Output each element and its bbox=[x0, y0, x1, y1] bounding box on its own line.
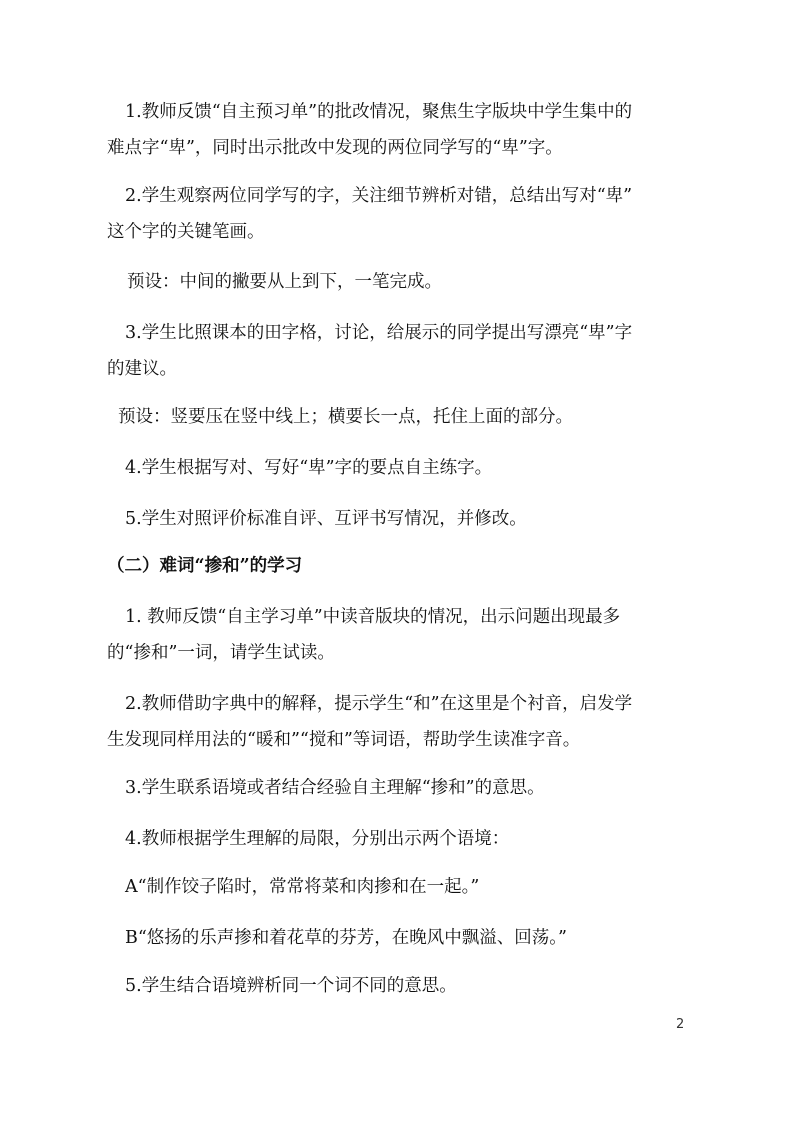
paragraph-line: 难点字“卑”，同时出示批改中发现的两位同学写的“卑”字。 bbox=[107, 138, 563, 158]
page-number: 2 bbox=[676, 1017, 685, 1032]
paragraph-line: 5.学生对照评价标准自评、互评书写情况，并修改。 bbox=[125, 509, 527, 529]
paragraph-10 bbox=[107, 968, 691, 1004]
paragraph-2 bbox=[107, 178, 691, 250]
paragraph-line: 2.学生观察两位同学写的字，关注细节辨析对错，总结出写对“卑” bbox=[125, 186, 633, 206]
paragraph-line: 3.学生比照课本的田字格，讨论，给展示的同学提出写漂亮“卑”字 bbox=[125, 323, 633, 343]
paragraph-line: 这个字的关键笔画。 bbox=[107, 222, 265, 242]
heading-text: （二）难词“掺和”的学习 bbox=[107, 556, 303, 576]
paragraph-line: 4.学生根据写对、写好“卑”字的要点自主练字。 bbox=[125, 458, 493, 478]
paragraph-line: 的建议。 bbox=[107, 359, 177, 379]
preset-2 bbox=[107, 399, 691, 435]
paragraph-7 bbox=[107, 686, 691, 758]
paragraph-line: 预设：中间的撇要从上到下，一笔完成。 bbox=[127, 272, 442, 292]
paragraph-line: 预设：竖要压在竖中线上；横要长一点，托住上面的部分。 bbox=[118, 407, 573, 427]
section-heading bbox=[107, 548, 691, 584]
preset-1 bbox=[107, 264, 691, 300]
paragraph-3 bbox=[107, 315, 691, 387]
paragraph-line: A“制作饺子陷时，常常将菜和肉掺和在一起。” bbox=[125, 877, 480, 897]
paragraph-line: 4.教师根据学生理解的局限，分别出示两个语境： bbox=[125, 829, 510, 849]
paragraph-6 bbox=[107, 599, 691, 671]
example-b bbox=[107, 920, 691, 956]
paragraph-line: 5.学生结合语境辨析同一个词不同的意思。 bbox=[125, 976, 457, 996]
paragraph-9 bbox=[107, 821, 691, 857]
example-a bbox=[107, 869, 691, 905]
paragraph-line: 1. 教师反馈“自主学习单”中读音版块的情况，出示问题出现最多 bbox=[125, 607, 621, 627]
paragraph-8 bbox=[107, 770, 691, 806]
paragraph-line: B“悠扬的乐声掺和着花草的芬芳，在晚风中飘溢、回荡。” bbox=[125, 928, 568, 948]
paragraph-1 bbox=[107, 94, 691, 166]
paragraph-line: 生发现同样用法的“暖和”“搅和”等词语，帮助学生读准字音。 bbox=[107, 730, 581, 750]
paragraph-line: 3.学生联系语境或者结合经验自主理解“掺和”的意思。 bbox=[125, 778, 545, 798]
paragraph-line: 1.教师反馈“自主预习单”的批改情况，聚焦生字版块中学生集中的 bbox=[125, 102, 633, 122]
paragraph-line: 2.教师借助字典中的解释，提示学生“和”在这里是个衬音，启发学 bbox=[125, 694, 633, 714]
paragraph-line: 的“掺和”一词，请学生试读。 bbox=[107, 643, 335, 663]
paragraph-4 bbox=[107, 450, 691, 486]
paragraph-5 bbox=[107, 501, 691, 537]
